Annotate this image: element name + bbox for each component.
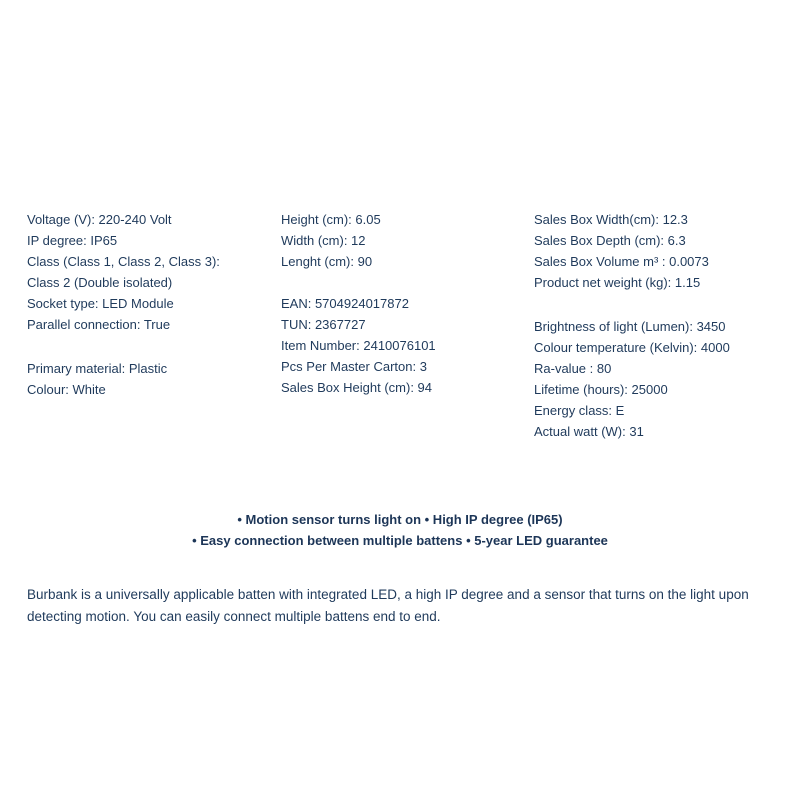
spec-lifetime: Lifetime (hours): 25000 [534, 382, 668, 397]
spec-length: Lenght (cm): 90 [281, 254, 373, 269]
spec-socket-type: Socket type: LED Module [27, 296, 174, 311]
spec-ra-value: Ra-value : 80 [534, 361, 612, 376]
spec-ean: EAN: 5704924017872 [281, 296, 409, 311]
spec-column-packaging-light [534, 209, 794, 442]
product-description: Burbank is a universally applicable batten with integrated LED, a high IP degree and a sensor that turns on the light upon detecting motion. You can easily connect multiple battens end to end. [27, 587, 749, 624]
spec-sales-box-volume: Sales Box Volume m³ : 0.0073 [534, 254, 709, 269]
spec-item-number: Item Number: 2410076101 [281, 338, 436, 353]
spec-actual-watt: Actual watt (W): 31 [534, 424, 644, 439]
spec-table [0, 209, 800, 449]
spec-column-dimensions [281, 209, 531, 398]
spec-sales-box-height: Sales Box Height (cm): 94 [281, 380, 433, 395]
spec-voltage: Voltage (V): 220-240 Volt [27, 212, 172, 227]
spec-pcs-per-master-carton: Pcs Per Master Carton: 3 [281, 359, 427, 374]
spec-product-net-weight: Product net weight (kg): 1.15 [534, 275, 701, 290]
spec-width: Width (cm): 12 [281, 233, 366, 248]
spec-column-general [27, 209, 277, 400]
spec-colour: Colour: White [27, 382, 106, 397]
spec-ip-degree: IP degree: IP65 [27, 233, 118, 248]
spec-primary-material: Primary material: Plastic [27, 361, 168, 376]
feature-line: • Motion sensor turns light on • High IP degree (IP65) [237, 512, 563, 527]
spec-class-label: Class (Class 1, Class 2, Class 3): [27, 254, 220, 269]
spec-sales-box-depth: Sales Box Depth (cm): 6.3 [534, 233, 686, 248]
spec-sales-box-width: Sales Box Width(cm): 12.3 [534, 212, 688, 227]
spec-parallel-connection: Parallel connection: True [27, 317, 171, 332]
feature-highlights [0, 509, 800, 551]
feature-line: • Easy connection between multiple battens • 5-year LED guarantee [192, 533, 608, 548]
spec-brightness: Brightness of light (Lumen): 3450 [534, 319, 726, 334]
spec-energy-class: Energy class: E [534, 403, 625, 418]
spec-colour-temperature: Colour temperature (Kelvin): 4000 [534, 340, 730, 355]
spec-height: Height (cm): 6.05 [281, 212, 381, 227]
spec-tun: TUN: 2367727 [281, 317, 366, 332]
spec-class-value: Class 2 (Double isolated) [27, 275, 173, 290]
